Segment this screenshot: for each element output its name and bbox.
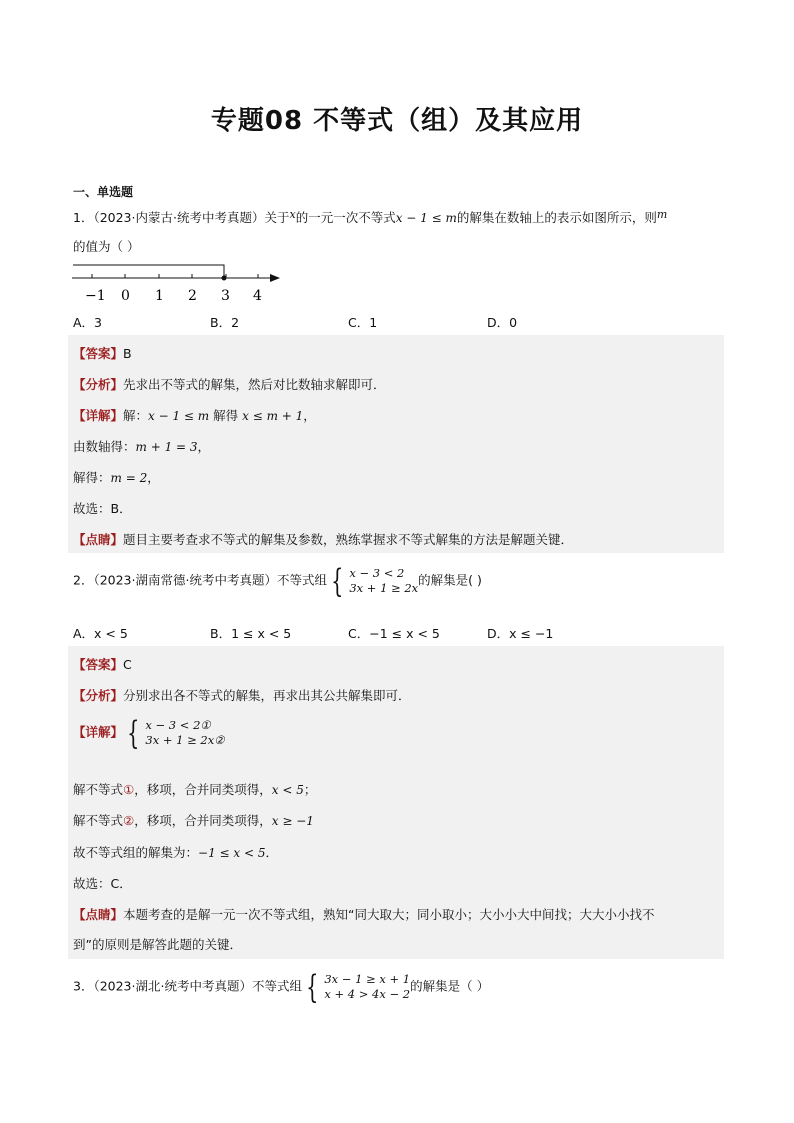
q2-option-d[interactable]: D．x ≤ −1 xyxy=(487,626,554,641)
q1-option-a[interactable]: A．3 xyxy=(73,315,103,330)
q2-stem xyxy=(73,562,482,600)
q1-option-d[interactable]: D．0 xyxy=(487,315,518,330)
q2-option-c[interactable]: C．−1 ≤ x < 5 xyxy=(348,626,440,641)
detail-math: −1 ≤ x < 5 xyxy=(198,846,266,860)
system-line: x − 3 < 2 xyxy=(349,566,405,580)
detail-math: x < 5 xyxy=(271,783,304,797)
q3-stem-part: 的解集是（ ） xyxy=(410,978,490,994)
detail-text: 解得 xyxy=(209,408,243,423)
tick-label: 0 xyxy=(121,288,130,304)
analysis-tag: 【分析】 xyxy=(73,688,124,703)
tick-label: 1 xyxy=(155,288,164,304)
detail-math: x − 1 ≤ m xyxy=(148,409,210,423)
q1-stem-part: 1．（2023·内蒙古·统考中考真题）关于 xyxy=(73,210,290,225)
q2-answer xyxy=(73,655,132,673)
q1-detail-line3 xyxy=(73,468,160,486)
detail-math: x ≥ −1 xyxy=(271,814,314,828)
q2-detail xyxy=(73,714,225,752)
detail-text: 解不等式 xyxy=(73,813,124,828)
brace: { xyxy=(306,968,319,1006)
detail-text: ， xyxy=(197,439,211,454)
number-line xyxy=(68,260,288,308)
system-line: x − 3 < 2① xyxy=(145,718,211,732)
q1-stem-part: 的一元一次不等式 xyxy=(295,210,396,225)
q1-answer xyxy=(73,344,132,362)
number-line-arrow xyxy=(270,274,280,282)
q2-note-cont: 到”的原则是解答此题的关键． xyxy=(73,937,242,952)
solid-point xyxy=(222,276,227,281)
q2-detail-line1 xyxy=(73,780,316,798)
q1-stem xyxy=(73,208,667,226)
q3-stem xyxy=(73,968,490,1006)
q2-stem-part: 2．（2023·湖南常德·统考中考真题）不等式组 xyxy=(73,572,327,588)
answer-tag: 【答案】 xyxy=(73,657,124,672)
detail-text: 由数轴得： xyxy=(73,439,136,454)
circled-two: ② xyxy=(123,813,135,828)
q1-detail-line2 xyxy=(73,437,210,455)
note-text: 本题考查的是解一元一次不等式组，熟知“同大取大；同小取小；大小小大中间找；大大小小找不 xyxy=(123,907,655,922)
q1-detail xyxy=(73,406,316,424)
q3-inequality-system xyxy=(302,968,411,1006)
section-heading: 一、单选题 xyxy=(73,185,134,199)
solution-ray xyxy=(73,265,224,278)
q2-detail-system xyxy=(123,714,225,752)
q2-note xyxy=(73,905,655,923)
detail-text: ， xyxy=(147,470,160,485)
q1-analysis xyxy=(73,375,386,393)
analysis-tag: 【分析】 xyxy=(73,377,124,392)
q1-stem-part: 的解集在数轴上的表示如图所示，则 xyxy=(456,210,657,225)
answer-value: B xyxy=(123,346,132,361)
answer-tag: 【答案】 xyxy=(73,346,124,361)
q2-choice: 故选：C． xyxy=(73,876,132,891)
note-tag: 【点睛】 xyxy=(73,907,124,922)
q1-var-m: m xyxy=(656,208,668,221)
q2-analysis xyxy=(73,686,411,704)
tick-label: 4 xyxy=(253,288,262,304)
note-text: 题目主要考查求不等式的解集及参数，熟练掌握求不等式解集的方法是解题关键． xyxy=(123,532,574,547)
q1-stem-cont: 的值为（ ） xyxy=(73,239,140,254)
q2-inequality-system xyxy=(327,562,419,600)
detail-text: 解： xyxy=(123,408,149,423)
q3-stem-part: 3．（2023·湖北·统考中考真题）不等式组 xyxy=(73,978,302,994)
detail-text: ，移项，合并同类项得， xyxy=(134,782,272,797)
q2-detail-line2 xyxy=(73,811,314,829)
page-title: 专题08 不等式（组）及其应用 xyxy=(210,106,584,136)
q2-detail-line3 xyxy=(73,843,278,861)
detail-text: ； xyxy=(303,782,317,797)
analysis-text: 先求出不等式的解集，然后对比数轴求解即可． xyxy=(123,377,386,392)
detail-text: 故不等式组的解集为： xyxy=(73,845,199,860)
analysis-text: 分别求出各不等式的解集，再求出其公共解集即可． xyxy=(123,688,411,703)
q2-option-b[interactable]: B．1 ≤ x < 5 xyxy=(210,626,292,641)
detail-text: 解不等式 xyxy=(73,782,124,797)
q1-option-c[interactable]: C．1 xyxy=(348,315,378,330)
q2-stem-part: 的解集是( ) xyxy=(418,572,482,588)
system-line: 3x + 1 ≥ 2x xyxy=(349,581,419,595)
brace: { xyxy=(331,562,344,600)
detail-math: m + 1 = 3 xyxy=(135,440,198,454)
system-line: 3x + 1 ≥ 2x② xyxy=(145,733,225,747)
q1-inequality: x − 1 ≤ m xyxy=(395,211,457,225)
detail-tag: 【详解】 xyxy=(73,408,124,423)
detail-math: m = 2 xyxy=(110,471,148,485)
system-line: 3x − 1 ≥ x + 1 xyxy=(324,972,411,986)
q1-note xyxy=(73,530,573,548)
circled-one: ① xyxy=(123,782,135,797)
q1-choice: 故选：B． xyxy=(73,501,132,516)
q1-option-b[interactable]: B．2 xyxy=(210,315,240,330)
tick-label: 3 xyxy=(221,288,230,304)
detail-math: x ≤ m + 1 xyxy=(242,409,304,423)
answer-value: C xyxy=(123,657,132,672)
q1-var-x: x xyxy=(289,208,296,221)
detail-text: ， xyxy=(303,408,316,423)
detail-text: 解得： xyxy=(73,470,111,485)
note-tag: 【点睛】 xyxy=(73,532,124,547)
detail-text: ． xyxy=(265,845,278,860)
detail-text: ，移项，合并同类项得， xyxy=(134,813,272,828)
tick-label: 2 xyxy=(188,288,197,304)
q2-option-a[interactable]: A．x < 5 xyxy=(73,626,128,641)
tick-label: −1 xyxy=(85,288,106,304)
system-line: x + 4 > 4x − 2 xyxy=(324,987,411,1001)
detail-tag: 【详解】 xyxy=(73,724,124,740)
brace: { xyxy=(127,714,140,752)
